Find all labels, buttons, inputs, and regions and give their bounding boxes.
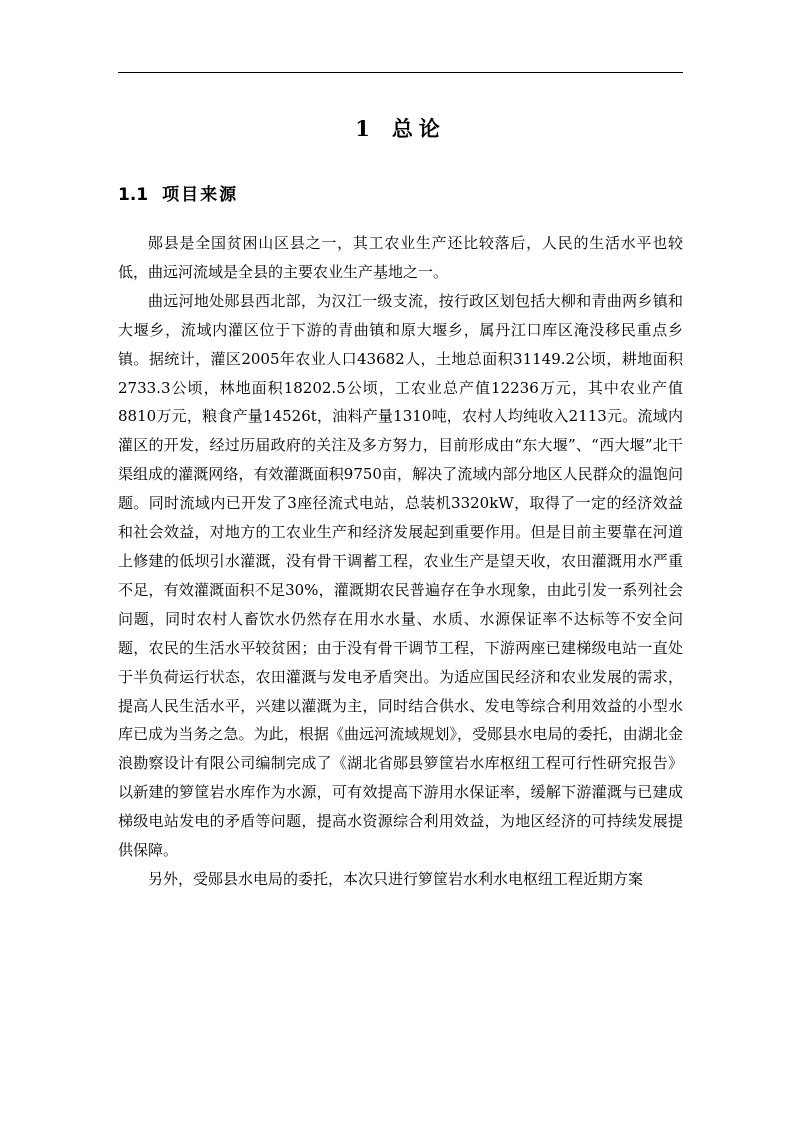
section-title-text: 项目来源	[162, 185, 239, 205]
section-heading	[118, 182, 238, 208]
header-rule	[118, 72, 683, 73]
paragraph-3: 另外，受郧县水电局的委托，本次只进行箩筐岩水利水电枢纽工程近期方案	[148, 869, 644, 888]
section-number: 1.1	[118, 185, 149, 205]
chapter-number: 1	[355, 116, 370, 141]
chapter-title-text: 总论	[391, 116, 446, 141]
paragraph-1: 郧县是全国贫困山区县之一，其工农业生产还比较落后，人民的生活水平也较低，曲远河流域是全县的主要农业生产基地之一。	[118, 234, 683, 281]
chapter-title	[118, 113, 683, 145]
body-text	[118, 229, 683, 894]
paragraph-2: 曲远河地处郧县西北部，为汉江一级支流，按行政区划包括大柳和青曲两乡镇和大堰乡，流域内灌区位于下游的青曲镇和原大堰乡，属丹江口库区淹没移民重点乡镇。据统计，灌区2005年农业人口43682人，土地总面积31149.2公顷，耕地面积2733.3公顷，林地面积18202.5公顷，工农业总产值12236万元，其中农业产值8810万元，粮食产量14526t，油料产量1310吨，农村人均纯收入2113元。流域内灌区的开发，经过历届政府的关注及多方努力，目前形成由“东大堰”、“西大堰”北干渠组成的灌溉网络，有效灌溉面积9750亩，解决了流域内部分地区人民群众的温饱问题。同时流域内已开发了3座径流式电站，总装机3320kW，取得了一定的经济效益和社会效益，对地方的工农业生产和经济发展起到重要作用。但是目前主要靠在河道上修建的低坝引水灌溉，没有骨干调蓄工程，农业生产是望天收，农田灌溉用水严重不足，有效灌溉面积不足30%，灌溉期农民普遍存在争水现象，由此引发一系列社会问题，同时农村人畜饮水仍然存在用水水量、水质、水源保证率不达标等不安全问题，农民的生活水平较贫困；由于没有骨干调节工程，下游两座已建梯级电站一直处于半负荷运行状态，农田灌溉与发电矛盾突出。为适应国民经济和农业发展的需求，提高人民生活水平，兴建以灌溉为主，同时结合供水、发电等综合利用效益的小型水库已成为当务之急。为此，根据《曲远河流域规划》，受郧县水电局的委托，由湖北金浪勘察设计有限公司编制完成了《湖北省郧县箩筐岩水库枢纽工程可行性研究报告》以新建的箩筐岩水库作为水源，可有效提高下游用水保证率，缓解下游灌溉与已建成梯级电站发电的矛盾等问题，提高水资源综合利用效益，为地区经济的可持续发展提供保障。	[118, 291, 683, 860]
